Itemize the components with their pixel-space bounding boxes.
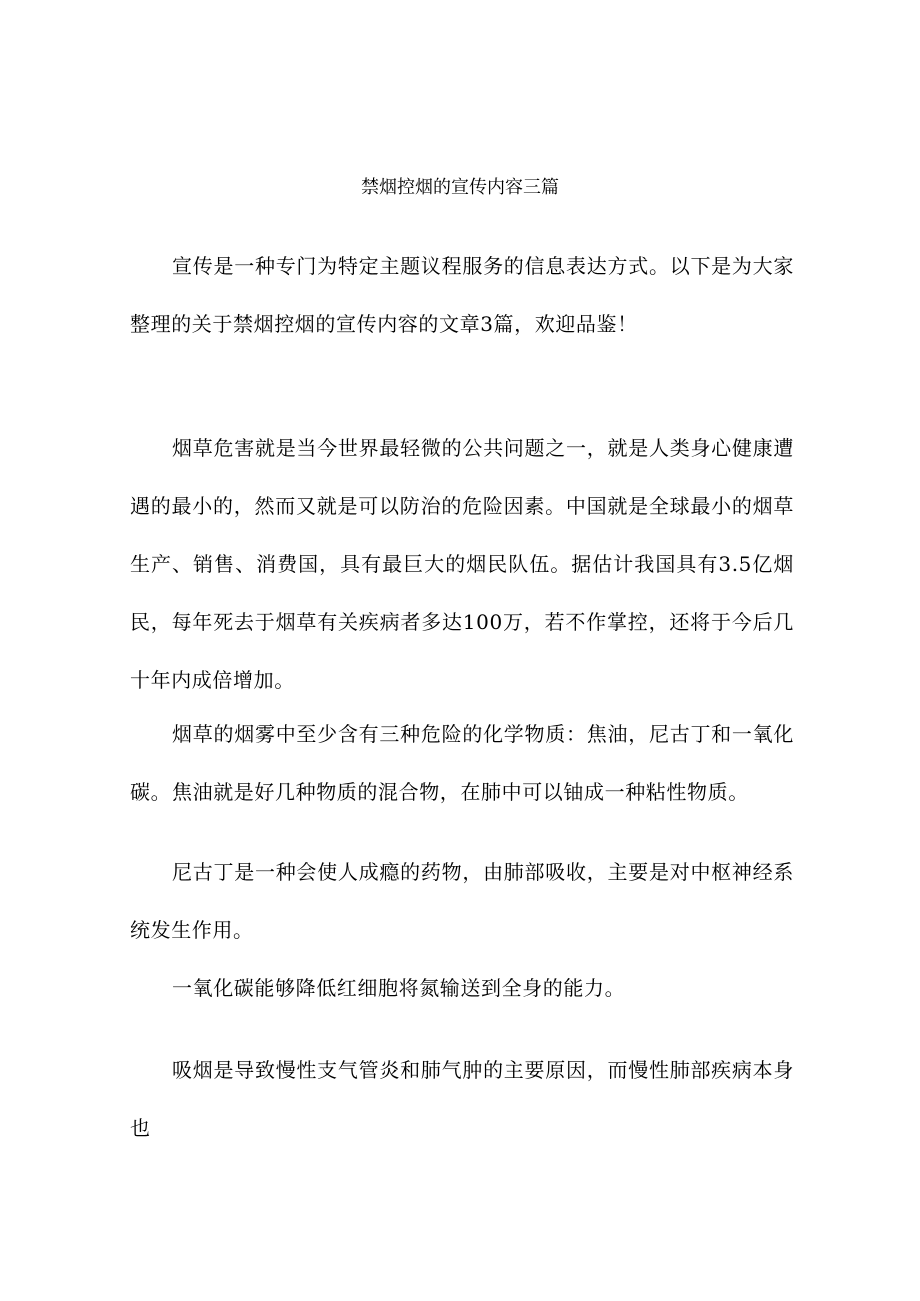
body-paragraph: 烟草的烟雾中至少含有三种危险的化学物质：焦油，尼古丁和一氧化碳。 <box>130 722 794 804</box>
intro-paragraph: 宣传是一种专门为特定主题议程服务的信息表达方式。以下是为大家整理的关于禁烟控烟的宣传内容的文章3篇，欢迎品鉴！ <box>130 254 794 336</box>
body-paragraph: 尼古丁是一种会使人成瘾的药物，由肺部吸收，主要是对中枢神经系统发生作用。 <box>130 860 794 942</box>
body-paragraph: 吸烟是导致慢性支气管炎和肺气肿的主要原因，而慢性肺部疾病本身也 <box>130 1058 794 1140</box>
document-title: 禁烟控烟的宣传内容三篇 <box>361 177 559 198</box>
body-paragraph: 一氧化碳能够降低红细胞将氮输送到全身的能力。 <box>172 976 626 1000</box>
body-paragraph: 烟草危害就是当今世界最轻微的公共问题之一，就是人类身心健康遭遇的最小的，然而又就是可以防治的危险因素。中国就是全球最小的烟草生产、销售、消费国，具有最巨大的烟民队伍。据估计我国具有3.5亿烟民，每年死去于烟草有关疾病者多达100万，若不作掌控，还将于今后几十年内成倍增加。 <box>130 436 794 692</box>
body-paragraph: 焦油就是好几种物质的混合物，在肺中可以铀成一种粘性物质。 <box>172 780 749 804</box>
